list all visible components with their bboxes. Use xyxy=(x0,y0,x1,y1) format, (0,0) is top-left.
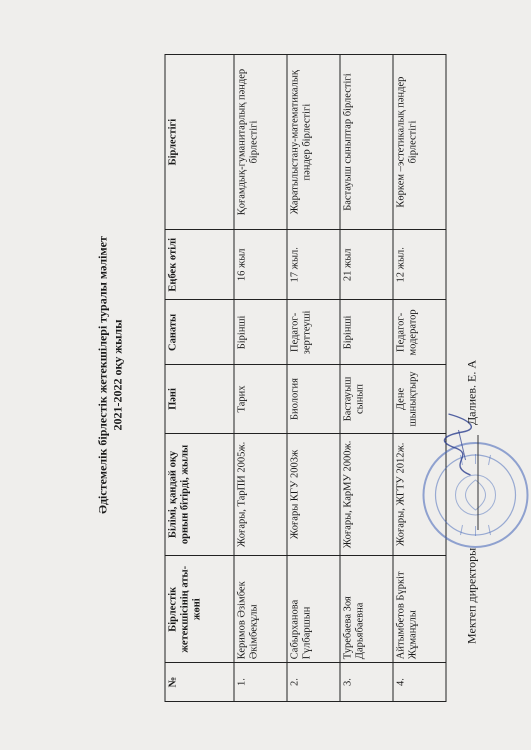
document-subtitle: 2021-2022 оқу жылы xyxy=(110,319,124,431)
table-row xyxy=(393,55,446,702)
director-role: Мектеп директоры xyxy=(464,547,478,644)
header-name: Бірлестік жетекшісінің аты-жөні xyxy=(165,556,234,663)
cell-education: Жоғары, ТарПИ 2005ж. xyxy=(234,433,287,556)
signature-line xyxy=(477,435,478,530)
cell-name: Айтымбетов Бүркіт Жұманұлы xyxy=(393,556,446,663)
table-row xyxy=(340,55,393,702)
cell-experience: 12 жыл. xyxy=(393,230,446,300)
header-association: Бірлестігі xyxy=(165,55,234,230)
document-title: Әдістемелік бірлестік жетекшілері туралы мәлімет xyxy=(95,236,109,514)
cell-category: Педагог-зерттеуші xyxy=(287,300,340,365)
cell-number: 2. xyxy=(287,663,340,702)
cell-education: Жоғары, КарМУ 2000ж. xyxy=(340,433,393,556)
cell-name: Керимов Әзімбек Әкімбекұлы xyxy=(234,556,287,663)
cell-association: Көркем –эстетикалық пәндер бірлестігі xyxy=(393,55,446,230)
table-row xyxy=(287,55,340,702)
cell-experience: 21 жыл xyxy=(340,230,393,300)
cell-number: 3. xyxy=(340,663,393,702)
cell-category: Бірінші xyxy=(340,300,393,365)
cell-subject: Бастауыш сынып xyxy=(340,365,393,433)
cell-subject: Биология xyxy=(287,365,340,433)
cell-experience: 17 жыл. xyxy=(287,230,340,300)
table-row xyxy=(234,55,287,702)
cell-association: Бастауыш сыныптар бірлестігі xyxy=(340,55,393,230)
cell-education: Жоғары КГУ 2003ж xyxy=(287,433,340,556)
cell-category: Педагог-модератор xyxy=(393,300,446,365)
table-header-row xyxy=(165,55,234,702)
cell-number: 4. xyxy=(393,663,446,702)
cell-association: Жаратылыстану-математикалық пәндер бірлестігі xyxy=(287,55,340,230)
header-category: Санаты xyxy=(165,300,234,365)
cell-subject: Дене шынықтыру xyxy=(393,365,446,433)
header-education: Білімі, қандай оқу орнын бітірді, жылы xyxy=(165,433,234,556)
header-experience: Еңбек өтілі xyxy=(165,230,234,300)
cell-education: Жоғары, ЖГТУ 2012ж. xyxy=(393,433,446,556)
cell-category: Бірінші xyxy=(234,300,287,365)
cell-subject: Тарих xyxy=(234,365,287,433)
cell-experience: 16 жыл xyxy=(234,230,287,300)
header-subject: Пәні xyxy=(165,365,234,433)
leaders-table xyxy=(164,54,446,702)
cell-association: Қоғамдық-гуманитарлық пәндер бірлестігі xyxy=(234,55,287,230)
header-number: № xyxy=(165,663,234,702)
director-name: Далиев. Е. А xyxy=(464,359,478,425)
cell-name: Сабырханова Гүлбаршын xyxy=(287,556,340,663)
cell-name: Туребаева Зоя Дарьябаевна xyxy=(340,556,393,663)
cell-number: 1. xyxy=(234,663,287,702)
